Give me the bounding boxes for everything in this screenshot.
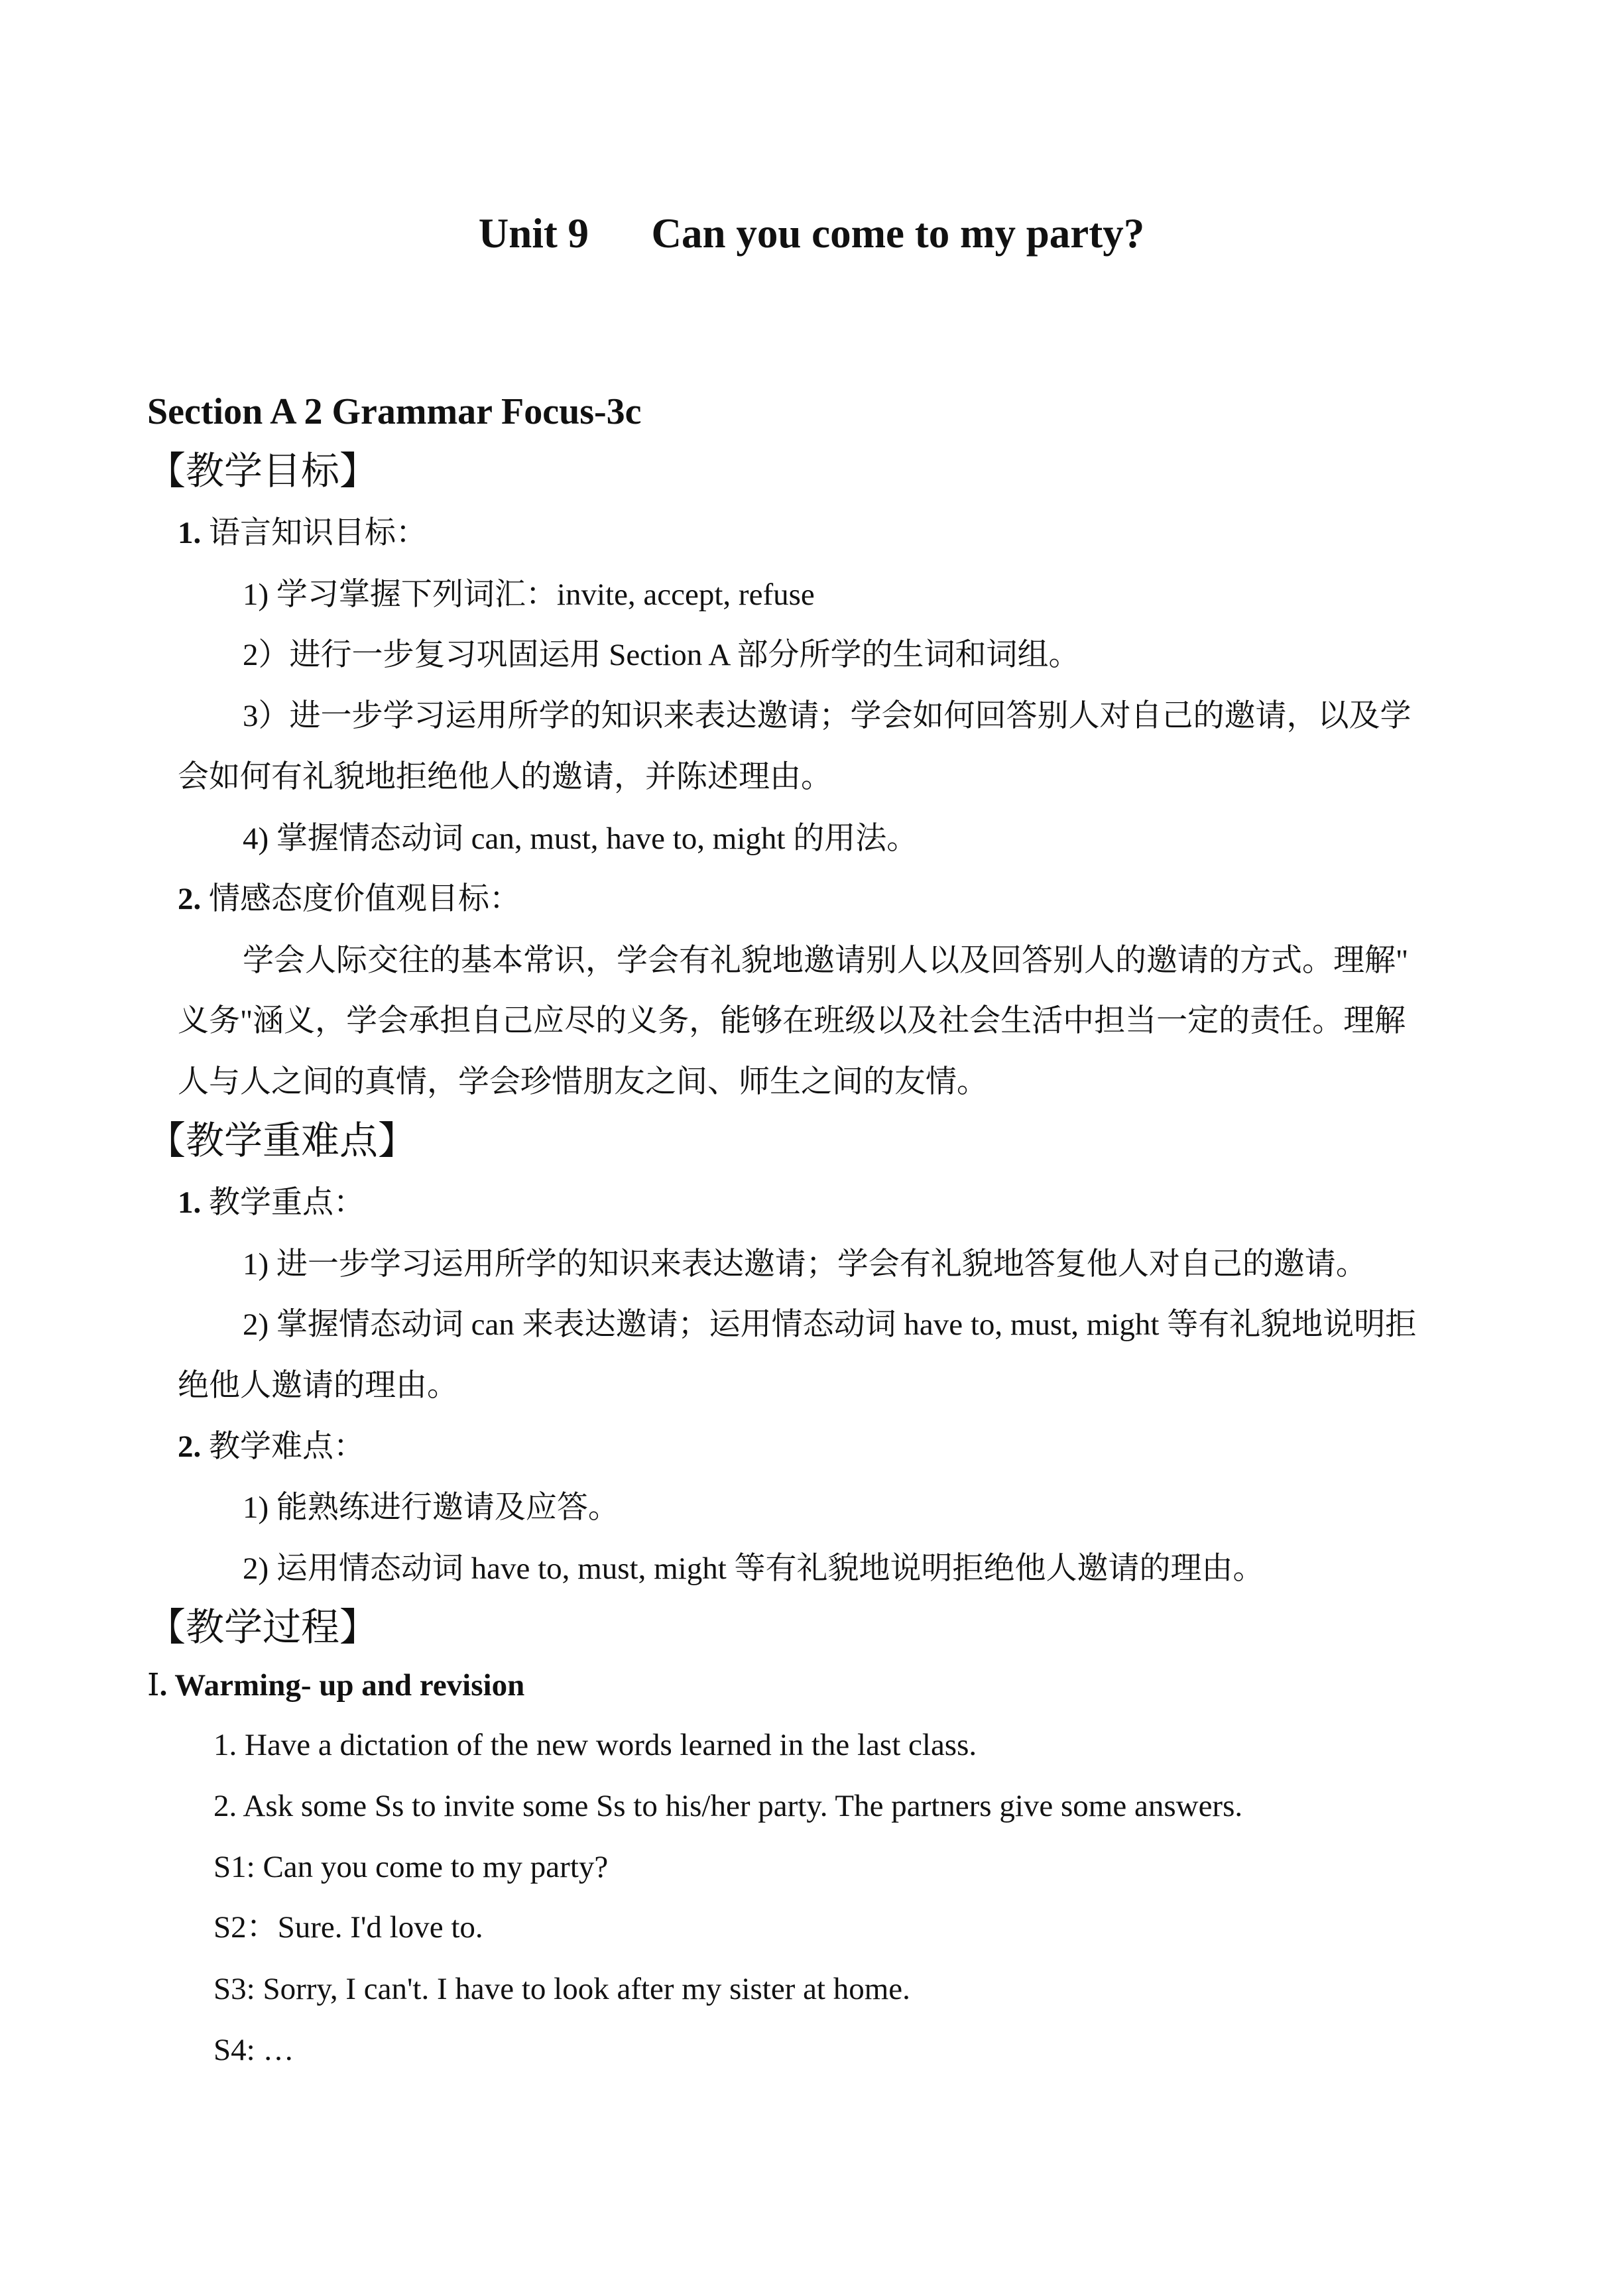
objectives-item2-line: 义务"涵义，学会承担自己应尽的义务，能够在班级以及社会生活中担当一定的责任。理解 (178, 1004, 1406, 1038)
step-title: . Warming- up and revision (159, 1668, 525, 1703)
warming-up-line: 1. Have a dictation of the new words learned in the last class. (213, 1728, 977, 1762)
key-points-item1-line: 1) 进一步学习运用所学的知识来表达邀请；学会有礼貌地答复他人对自己的邀请。 (243, 1247, 1367, 1282)
warming-up-heading (147, 1665, 524, 1705)
objectives-item1-line: 会如何有礼貌地拒绝他人的邀请，并陈述理由。 (178, 760, 832, 794)
key-points-item2-line: 2) 运用情态动词 have to, must, might 等有礼貌地说明拒绝他人邀请的理由。 (243, 1551, 1264, 1586)
step-numeral: Ⅰ (147, 1667, 160, 1703)
key-points-item1 (178, 1183, 365, 1223)
objectives-item1-line: 1) 学习掌握下列词汇：invite, accept, refuse (243, 577, 815, 612)
objectives-item1 (178, 513, 427, 553)
key-points-item2-number: 2. (178, 1429, 202, 1464)
dialogue-line: S4: … (213, 2033, 294, 2067)
objectives-item2-line: 学会人际交往的基本常识，学会有礼貌地邀请别人以及回答别人的邀请的方式。理解" (243, 943, 1409, 978)
key-points-item2-label: 教学难点： (209, 1429, 365, 1464)
objectives-item2-number: 2. (178, 882, 202, 916)
warming-up-line: 2. Ask some Ss to invite some Ss to his/her party. The partners give some answers. (213, 1789, 1243, 1823)
objectives-item1-number: 1. (178, 516, 202, 550)
key-points-item1-line: 2) 掌握情态动词 can 来表达邀请；运用情态动词 have to, must, might 等有礼貌地说明拒 (243, 1307, 1417, 1342)
key-points-heading: 【教学重难点】 (147, 1118, 417, 1163)
key-points-item2-line: 1) 能熟练进行邀请及应答。 (243, 1490, 619, 1525)
process-heading: 【教学过程】 (147, 1604, 379, 1650)
objectives-item1-line: 3）进一步学习运用所学的知识来表达邀请；学会如何回答别人对自己的邀请，以及学 (243, 699, 1412, 733)
key-points-item2 (178, 1427, 365, 1467)
section-title: Section A 2 Grammar Focus-3c (147, 391, 642, 432)
objectives-item1-line: 2）进行一步复习巩固运用 Section A 部分所学的生词和词组。 (243, 638, 1080, 672)
objectives-heading: 【教学目标】 (147, 448, 379, 493)
key-points-item1-line: 绝他人邀请的理由。 (178, 1368, 458, 1403)
dialogue-line: S1: Can you come to my party? (213, 1850, 609, 1884)
objectives-item1-line: 4) 掌握情态动词 can, must, have to, might 的用法。 (243, 821, 918, 856)
objectives-item2-line: 人与人之间的真情，学会珍惜朋友之间、师生之间的友情。 (178, 1065, 988, 1099)
unit-title: Unit 9 Can you come to my party? (478, 210, 1145, 257)
objectives-item2-label: 情感态度价值观目标： (209, 882, 520, 916)
key-points-item1-number: 1. (178, 1185, 202, 1220)
dialogue-line: S3: Sorry, I can't. I have to look after my sister at home. (213, 1972, 910, 2006)
objectives-item2 (178, 879, 520, 919)
objectives-item1-label: 语言知识目标： (209, 516, 427, 550)
key-points-item1-label: 教学重点： (209, 1185, 365, 1220)
dialogue-line: S2：Sure. I'd love to. (213, 1910, 483, 1945)
